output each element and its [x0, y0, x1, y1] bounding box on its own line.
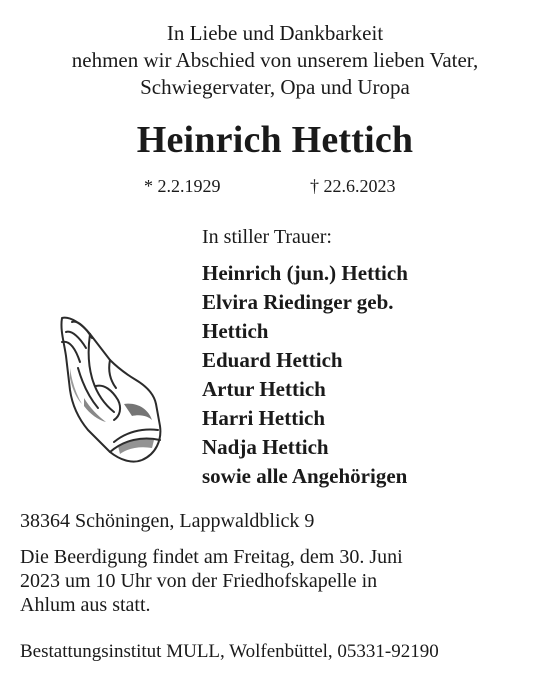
- intro-line: nehmen wir Abschied von unserem lieben Vater,: [71, 48, 479, 72]
- mourner-name: Nadja Hettich: [202, 435, 329, 459]
- funeral-line: Ahlum aus statt.: [20, 594, 151, 616]
- deceased-name: Heinrich Hettich: [136, 119, 414, 161]
- intro-line: Schwiegervater, Opa und Uropa: [140, 75, 410, 99]
- intro-text: [0, 20, 550, 101]
- birth-date: * 2.2.1929: [144, 176, 221, 196]
- funeral-line: 2023 um 10 Uhr von der Friedhofskapelle in: [20, 570, 378, 592]
- mourner-name: Eduard Hettich: [202, 348, 343, 372]
- mourning-label: In stiller Trauer:: [202, 226, 332, 248]
- mourner-name: Heinrich (jun.) Hettich: [202, 261, 408, 285]
- mourners-list: [202, 259, 532, 491]
- undertaker-info: Bestattungsinstitut MULL, Wolfenbüttel, 05331-92190: [20, 641, 439, 662]
- mourner-name: Artur Hettich: [202, 377, 326, 401]
- mourner-name: Harri Hettich: [202, 406, 326, 430]
- intro-line: In Liebe und Dankbarkeit: [166, 21, 384, 45]
- mourner-name: sowie alle Angehörigen: [202, 464, 408, 488]
- address: 38364 Schöningen, Lappwaldblick 9: [20, 510, 315, 532]
- mourner-name: Hettich: [202, 319, 269, 343]
- mourner-name: Elvira Riedinger geb.: [202, 290, 394, 314]
- funeral-info: [20, 545, 530, 617]
- death-date: † 22.6.2023: [310, 176, 396, 196]
- funeral-line: Die Beerdigung findet am Freitag, dem 30. Juni: [20, 546, 403, 568]
- praying-hands-icon: [48, 308, 178, 468]
